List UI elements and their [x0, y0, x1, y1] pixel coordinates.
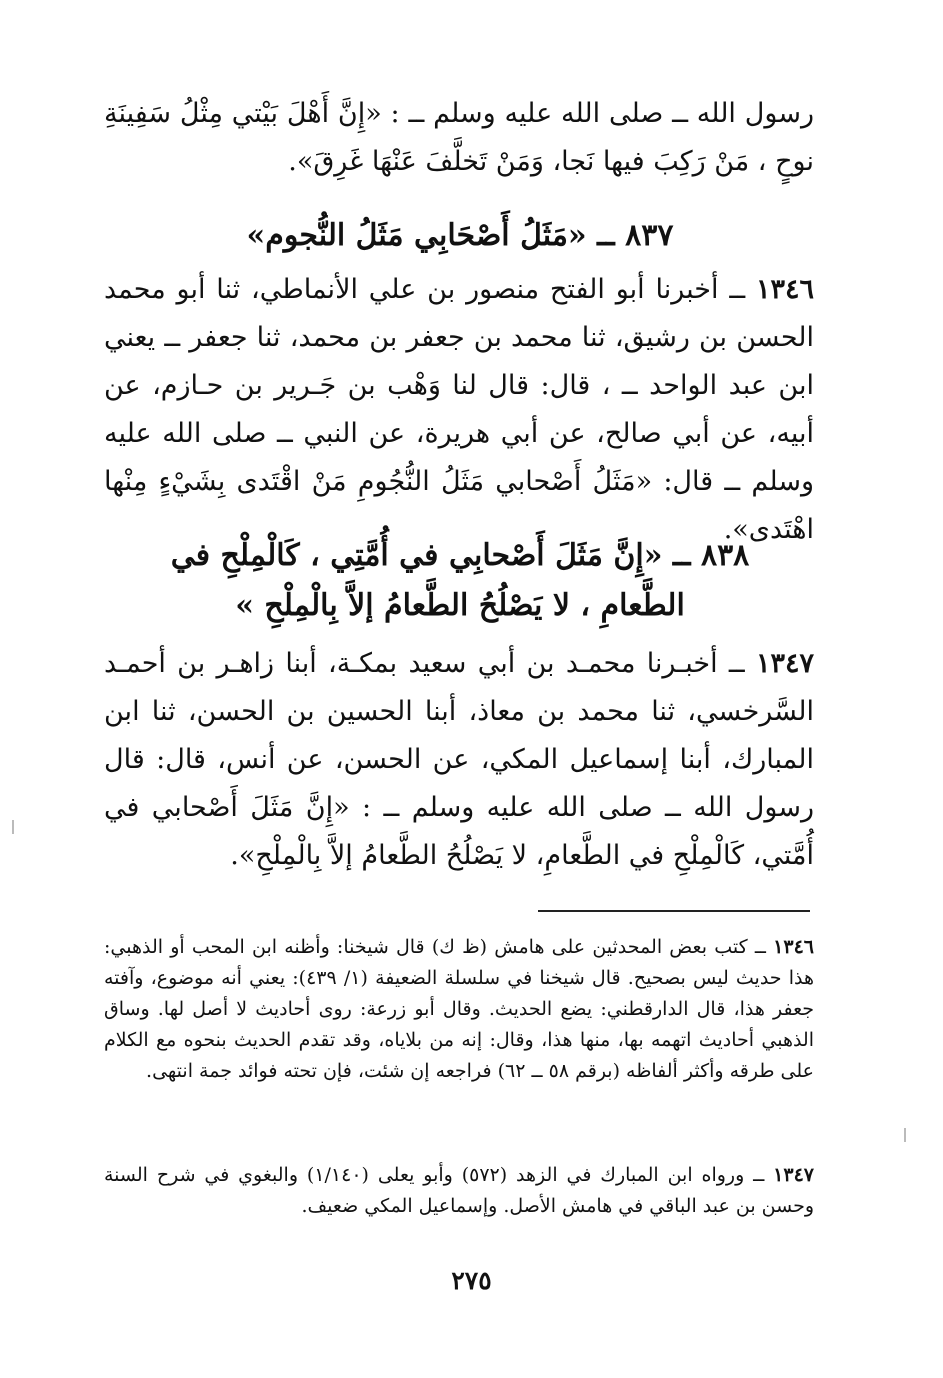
hadith-heading-837: ٨٣٧ ــ «مَثَلُ أَصْحَابِي مَثَلُ النُّجوم» — [246, 218, 674, 253]
scan-speck — [904, 1128, 906, 1142]
intro-paragraph: رسول الله ــ صلى الله عليه وسلم ــ : «إِنَّ أَهْلَ بَيْتي مِثْلُ سَفِينَةِ نوحٍ ، مَنْ رَكِبَ فيها نَجا، وَمَنْ تَخلَّفَ عَنْهَا غَرِقَ». — [104, 98, 814, 177]
hadith-heading-838-line-2: الطَّعامِ ، لا يَصْلُحُ الطَّعامُ إلاَّ بِالْمِلْحِ » — [235, 588, 685, 623]
hadith-1347-text: ــ أخبـرنا محمـد بن أبي سعيد بمكـة، أبنا زاهـر بن أحمـد السَّرخسي، ثنا محمد بن معاذ، أبنا الحسين بن الحسن، ثنا ابن المبارك، أبنا إسماعيل المكي، عن الحسن، عن أنس، قال: قال رسول الله ــ صلى الله عليه وسلم ــ : «إِنَّ مَثَلَ أَصْحابي في أُمَّتي، كَالْمِلْحِ في الطَّعامِ، لا يَصْلُحُ الطَّعامُ إلاَّ بِالْمِلْحِ». — [104, 648, 814, 871]
footnote-1346-number: ١٣٤٦ — [773, 936, 814, 958]
hadith-1347-paragraph — [104, 640, 814, 880]
hadith-1346-text: ــ أخبرنا أبو الفتح منصور بن علي الأنماطي، ثنا أبو محمد الحسن بن رشيق، ثنا محمد بن جعفر بن محمد، ثنا جعفر ــ يعني ابن عبد الواحد ــ ، قال: قال لنا وَهْب بن جَـرير بن حـازم، عن أبيه، عن أبي صالح، عن أبي هريرة، عن النبي ــ صلى الله عليه وسلم ــ قال: «مَثَلُ أَصْحابي مَثَلُ النُّجُومِ مَنْ اقْتَدى بِشَيْءٍ مِنْها اهْتَدى». — [104, 274, 814, 545]
hadith-1346-number: ١٣٤٦ — [755, 274, 814, 305]
footnote-separator — [538, 910, 810, 912]
footnote-1347-text: ــ ورواه ابن المبارك في الزهد (٥٧٢) وأبو يعلى (١/١٤٠) والبغوي في شرح السنة وحسن بن عبد الباقي في هامش الأصل. وإسماعيل المكي ضعيف. — [104, 1164, 814, 1217]
footnote-1346 — [104, 932, 814, 1087]
footnote-1347 — [104, 1160, 814, 1222]
scan-speck — [12, 820, 14, 834]
footnote-1346-text: ــ كتب بعض المحدثين على هامش (ظ ك) قال شيخنا: وأظنه ابن المحب أو الذهبي: هذا حديث ليس بصحيح. قال شيخنا في سلسلة الضعيفة (١/ ٤٣٩): يعني أنه موضوع، وآفته جعفر هذا، قال الدارقطني: يضع الحديث. وقال أبو زرعة: روى أحاديث لا أصل لها. وساق الذهبي أحاديث اتهمه بها، منها هذا، وقال: إنه من بلاياه، وقد تقدم الحديث بنحوه مع الكلام على طرقه وأكثر ألفاظه (برقم ٥٨ ــ ٦٢) فراجعه إن شئت، فإن تحته فوائد جمة انتهى. — [104, 936, 814, 1082]
hadith-1347-number: ١٣٤٧ — [755, 648, 814, 679]
hadith-1346-paragraph — [104, 266, 814, 554]
page-number: ٢٧٥ — [451, 1266, 492, 1295]
footnote-1347-number: ١٣٤٧ — [773, 1164, 814, 1186]
hadith-heading-838-line-1: ٨٣٨ ــ «إِنَّ مَثَلَ أَصْحابِي في أُمَّتِي ، كَالْمِلْحِ في — [170, 538, 750, 573]
